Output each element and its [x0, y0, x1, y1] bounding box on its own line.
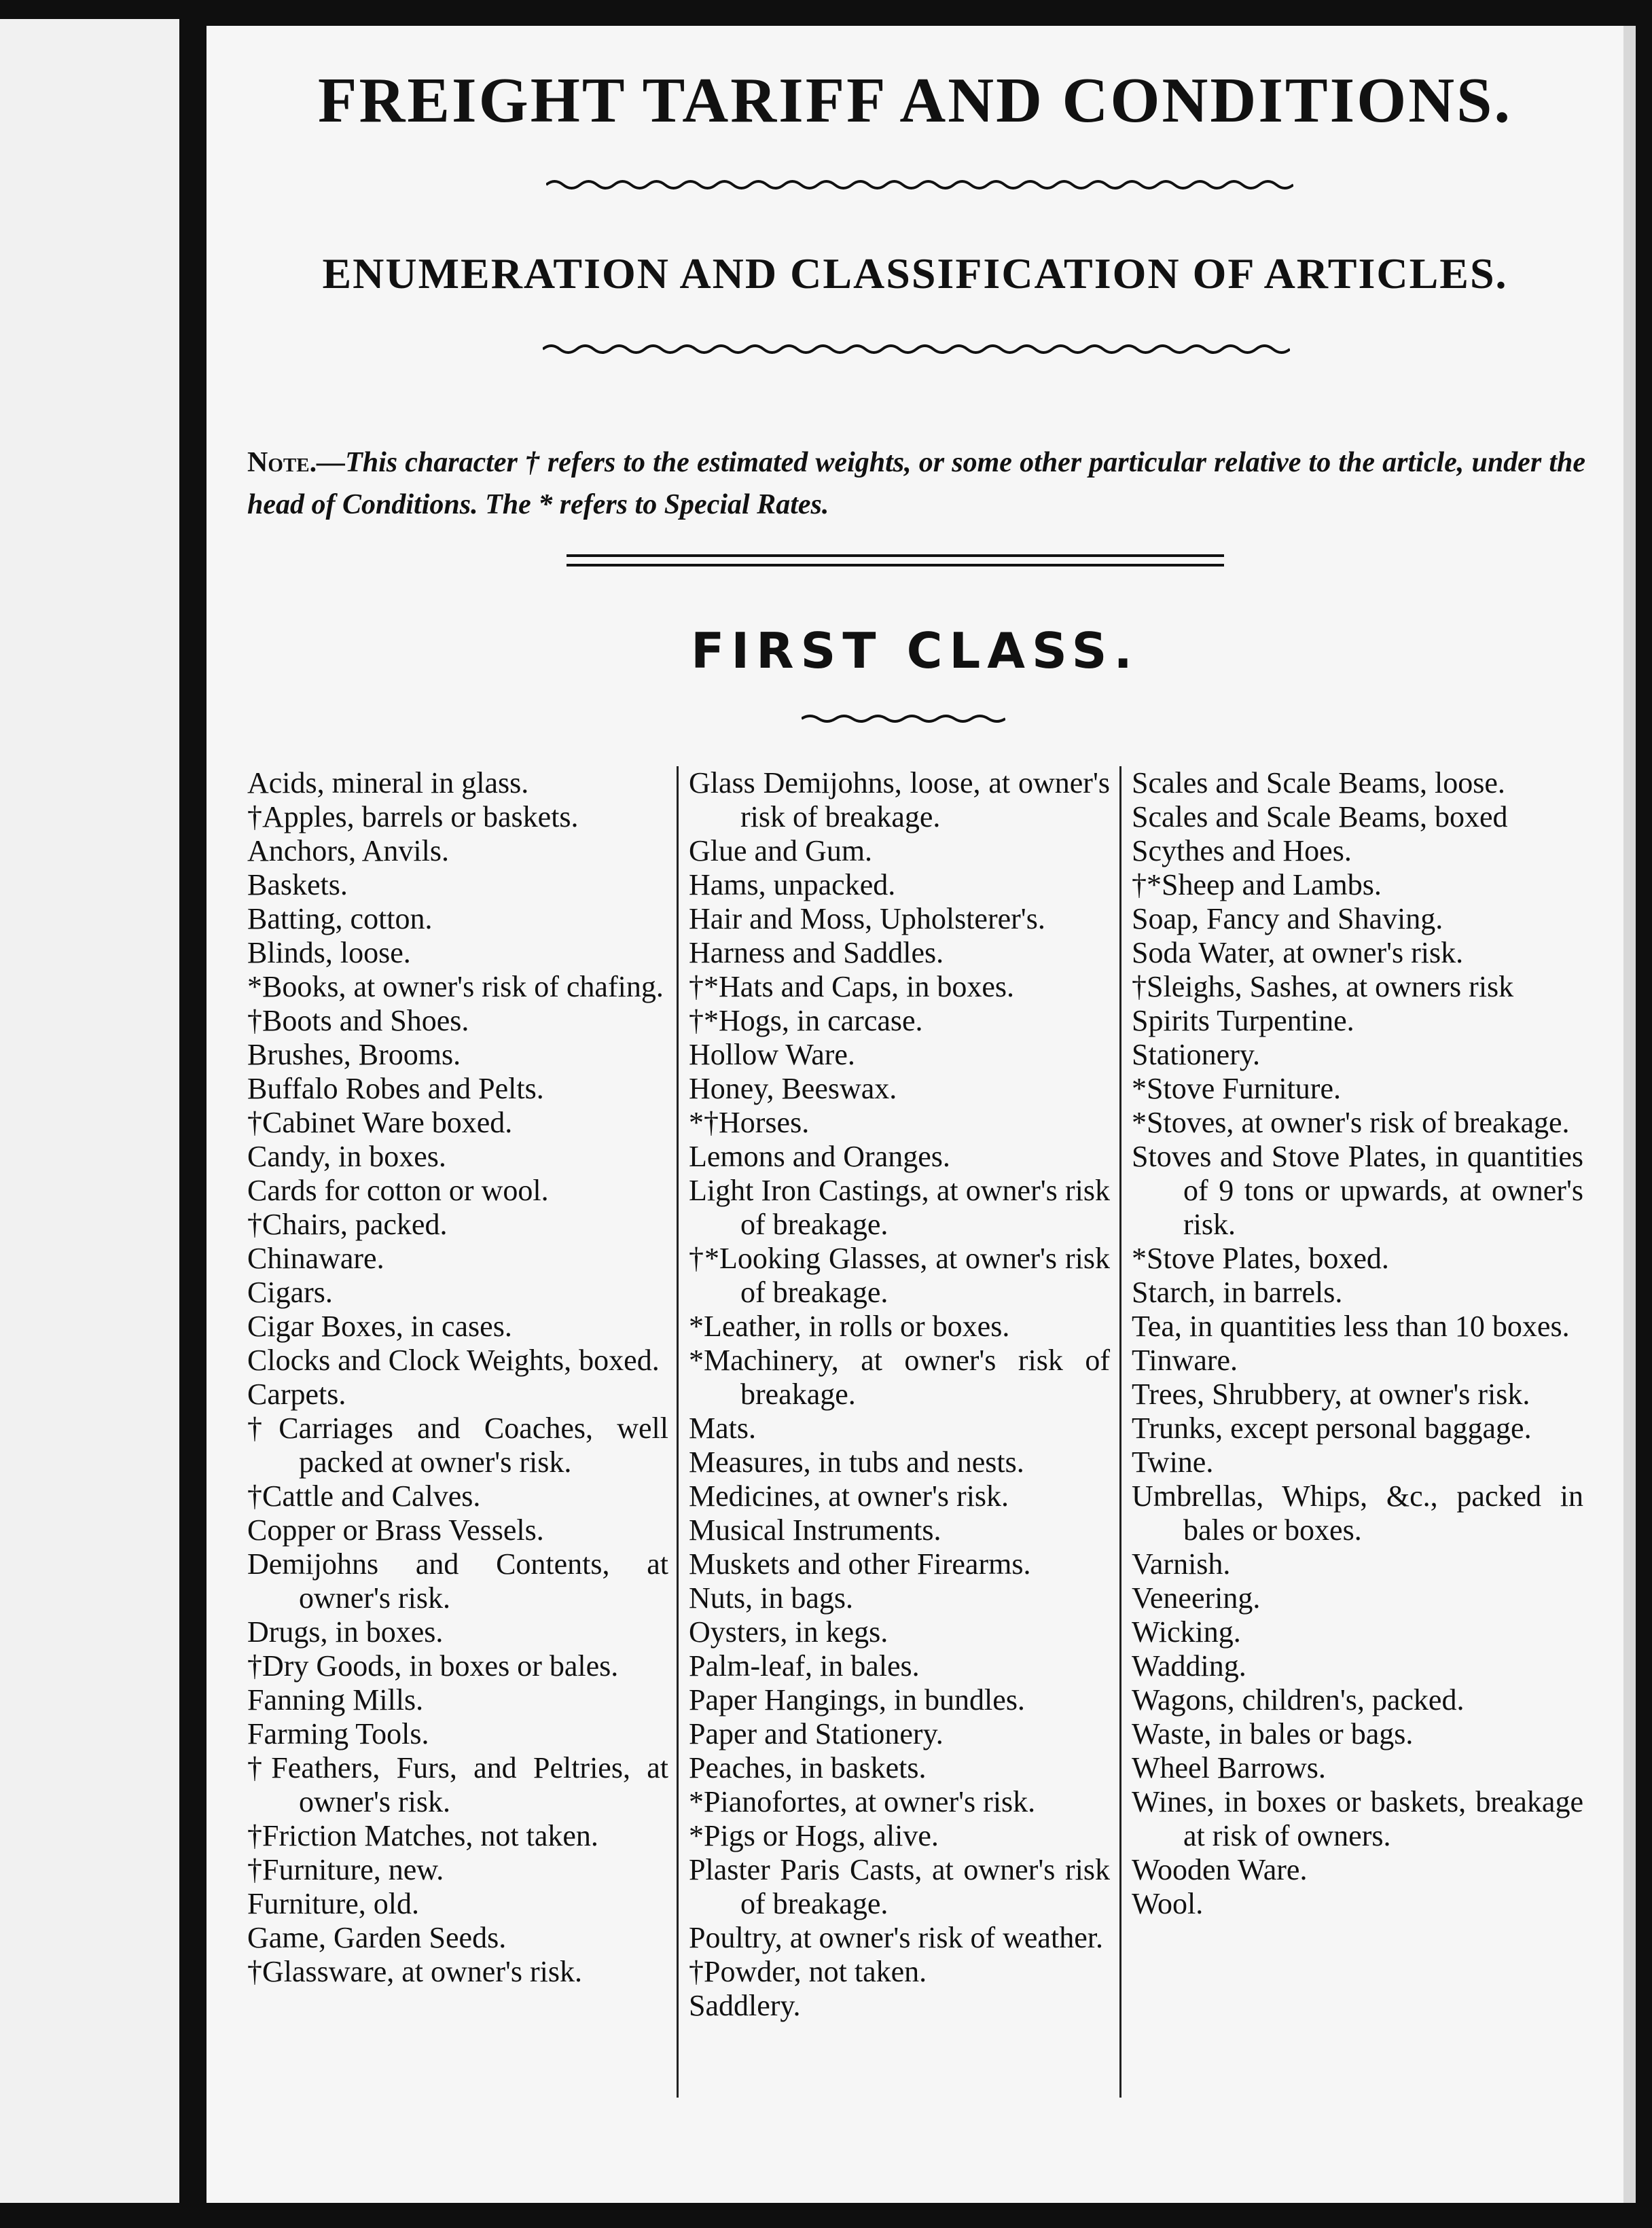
article-entry: Anchors, Anvils.	[247, 834, 449, 867]
article-entry: †*Sheep and Lambs.	[1132, 868, 1382, 901]
article-entry: Saddlery.	[689, 1989, 801, 2022]
article-entry: Cards for cotton or wool.	[247, 1174, 549, 1207]
article-entry: Paper and Stationery.	[689, 1717, 944, 1750]
article-entry: †Feathers, Furs, and Peltries, at owner's risk.	[247, 1751, 668, 1818]
article-entry: Measures, in tubs and nests.	[689, 1445, 1024, 1479]
article-entry: †Friction Matches, not taken.	[247, 1819, 598, 1852]
wavy-divider-middle	[543, 341, 1290, 357]
article-entry: *Leather, in rolls or boxes.	[689, 1310, 1010, 1343]
article-entry: *Stoves, at owner's risk of breakage.	[1132, 1106, 1570, 1139]
article-entry: Musical Instruments.	[689, 1513, 941, 1547]
article-entry: Copper or Brass Vessels.	[247, 1513, 544, 1547]
article-entry: †*Hogs, in carcase.	[689, 1004, 923, 1037]
article-entry: Starch, in barrels.	[1132, 1276, 1343, 1309]
article-entry: Mats.	[689, 1412, 756, 1445]
article-entry: Brushes, Brooms.	[247, 1038, 461, 1071]
article-entry: Harness and Saddles.	[689, 936, 944, 969]
article-entry: Paper Hangings, in bundles.	[689, 1683, 1025, 1717]
note-text: —This character † refers to the estimated weights, or some other particular relative to the article, under the head of Conditions. The * refers to Special Rates.	[247, 447, 1585, 520]
article-entry: Wicking.	[1132, 1615, 1241, 1649]
article-entry: Cigar Boxes, in cases.	[247, 1310, 512, 1343]
article-entry: Glass Demijohns, loose, at owner's risk of breakage.	[689, 766, 1110, 833]
article-entry: Varnish.	[1132, 1547, 1231, 1581]
article-entry: Farming Tools.	[247, 1717, 429, 1750]
article-entry: Chinaware.	[247, 1242, 384, 1275]
double-rule-divider	[567, 554, 1224, 567]
class-heading: FIRST CLASS.	[691, 622, 1139, 679]
article-entry: Trees, Shrubbery, at owner's risk.	[1132, 1378, 1530, 1411]
article-entry: Demijohns and Contents, at owner's risk.	[247, 1547, 668, 1615]
article-entry: Batting, cotton.	[247, 902, 433, 935]
article-entry: Soap, Fancy and Shaving.	[1132, 902, 1443, 935]
article-entry: *Stove Furniture.	[1132, 1072, 1341, 1105]
article-entry: Honey, Beeswax.	[689, 1072, 897, 1105]
article-entry: Acids, mineral in glass.	[247, 766, 529, 799]
article-entry: Twine.	[1132, 1445, 1214, 1479]
article-entry: Veneering.	[1132, 1581, 1261, 1615]
article-entry: Stoves and Stove Plates, in quantities of 9 tons or upwards, at owner's risk.	[1132, 1140, 1583, 1241]
article-entry: *†Horses.	[689, 1106, 810, 1139]
article-entry: Furniture, old.	[247, 1887, 419, 1920]
article-entry: Buffalo Robes and Pelts.	[247, 1072, 544, 1105]
article-entry: †Boots and Shoes.	[247, 1004, 469, 1037]
article-entry: Wheel Barrows.	[1132, 1751, 1326, 1784]
article-entry: Wines, in boxes or baskets, breakage at risk of owners.	[1132, 1785, 1583, 1852]
articles-columns	[247, 766, 1589, 2152]
article-entry: Poultry, at owner's risk of weather.	[689, 1921, 1103, 1954]
article-entry: Stationery.	[1132, 1038, 1260, 1071]
article-entry: Medicines, at owner's risk.	[689, 1479, 1009, 1513]
article-entry: Palm-leaf, in bales.	[689, 1649, 920, 1683]
article-entry: Oysters, in kegs.	[689, 1615, 888, 1649]
article-entry: Scales and Scale Beams, loose.	[1132, 766, 1505, 799]
article-entry: *Books, at owner's risk of chafing.	[247, 970, 664, 1003]
article-entry: Candy, in boxes.	[247, 1140, 446, 1173]
article-entry: Umbrellas, Whips, &c., packed in bales or boxes.	[1132, 1479, 1583, 1547]
article-entry: Hollow Ware.	[689, 1038, 855, 1071]
article-entry: Light Iron Castings, at owner's risk of breakage.	[689, 1174, 1110, 1241]
article-entry: Wooden Ware.	[1132, 1853, 1308, 1886]
article-entry: Spirits Turpentine.	[1132, 1004, 1354, 1037]
wavy-divider-short	[802, 712, 1005, 725]
article-entry: †*Looking Glasses, at owner's risk of breakage.	[689, 1242, 1110, 1309]
article-entry: Trunks, except personal baggage.	[1132, 1412, 1532, 1445]
page-edge	[1623, 26, 1636, 2203]
facing-page-edge	[0, 19, 179, 2203]
article-entry: Baskets.	[247, 868, 348, 901]
document-page	[206, 26, 1623, 2203]
article-entry: Tea, in quantities less than 10 boxes.	[1132, 1310, 1570, 1343]
article-entry: †*Hats and Caps, in boxes.	[689, 970, 1015, 1003]
article-entry: †Sleighs, Sashes, at owners risk	[1132, 970, 1514, 1003]
article-entry: †Powder, not taken.	[689, 1955, 927, 1988]
article-entry: Waste, in bales or bags.	[1132, 1717, 1414, 1750]
article-entry: Wadding.	[1132, 1649, 1246, 1683]
article-entry: †Chairs, packed.	[247, 1208, 448, 1241]
article-entry: Soda Water, at owner's risk.	[1132, 936, 1464, 969]
article-entry: Scales and Scale Beams, boxed	[1132, 800, 1508, 833]
page-title: FREIGHT TARIFF AND CONDITIONS.	[318, 65, 1512, 136]
article-entry: Carpets.	[247, 1378, 346, 1411]
articles-column-1	[247, 766, 668, 2152]
article-entry: Hams, unpacked.	[689, 868, 896, 901]
articles-column-2	[689, 766, 1110, 2152]
article-entry: Hair and Moss, Upholsterer's.	[689, 902, 1045, 935]
article-entry: *Pigs or Hogs, alive.	[689, 1819, 939, 1852]
article-entry: Tinware.	[1132, 1344, 1238, 1377]
article-entry: Scythes and Hoes.	[1132, 834, 1352, 867]
article-entry: Muskets and other Firearms.	[689, 1547, 1031, 1581]
article-entry: Peaches, in baskets.	[689, 1751, 927, 1784]
article-entry: Wagons, children's, packed.	[1132, 1683, 1465, 1717]
article-entry: Clocks and Clock Weights, boxed.	[247, 1344, 660, 1377]
article-entry: †Apples, barrels or baskets.	[247, 800, 579, 833]
article-entry: Game, Garden Seeds.	[247, 1921, 507, 1954]
article-entry: Drugs, in boxes.	[247, 1615, 444, 1649]
column-divider	[677, 766, 679, 2098]
articles-column-3	[1132, 766, 1583, 2152]
article-entry: Nuts, in bags.	[689, 1581, 853, 1615]
article-entry: Cigars.	[247, 1276, 333, 1309]
article-entry: Blinds, loose.	[247, 936, 411, 969]
article-entry: †Glassware, at owner's risk.	[247, 1955, 583, 1988]
article-entry: †Carriages and Coaches, well packed at owner's risk.	[247, 1412, 668, 1479]
article-entry: †Cabinet Ware boxed.	[247, 1106, 513, 1139]
article-entry: Fanning Mills.	[247, 1683, 424, 1717]
article-entry: †Furniture, new.	[247, 1853, 444, 1886]
article-entry: *Pianofortes, at owner's risk.	[689, 1785, 1036, 1818]
wavy-divider-top	[546, 177, 1293, 193]
article-entry: *Machinery, at owner's risk of breakage.	[689, 1344, 1110, 1411]
article-entry: Wool.	[1132, 1887, 1204, 1920]
column-divider	[1119, 766, 1121, 2098]
article-entry: *Stove Plates, boxed.	[1132, 1242, 1389, 1275]
note-paragraph	[247, 442, 1585, 537]
article-entry: Plaster Paris Casts, at owner's risk of breakage.	[689, 1853, 1110, 1920]
article-entry: Glue and Gum.	[689, 834, 873, 867]
subtitle: ENUMERATION AND CLASSIFICATION OF ARTICLES.	[322, 249, 1508, 298]
article-entry: †Cattle and Calves.	[247, 1479, 481, 1513]
article-entry: Lemons and Oranges.	[689, 1140, 950, 1173]
note-label: Note.	[247, 447, 317, 478]
article-entry: †Dry Goods, in boxes or bales.	[247, 1649, 619, 1683]
